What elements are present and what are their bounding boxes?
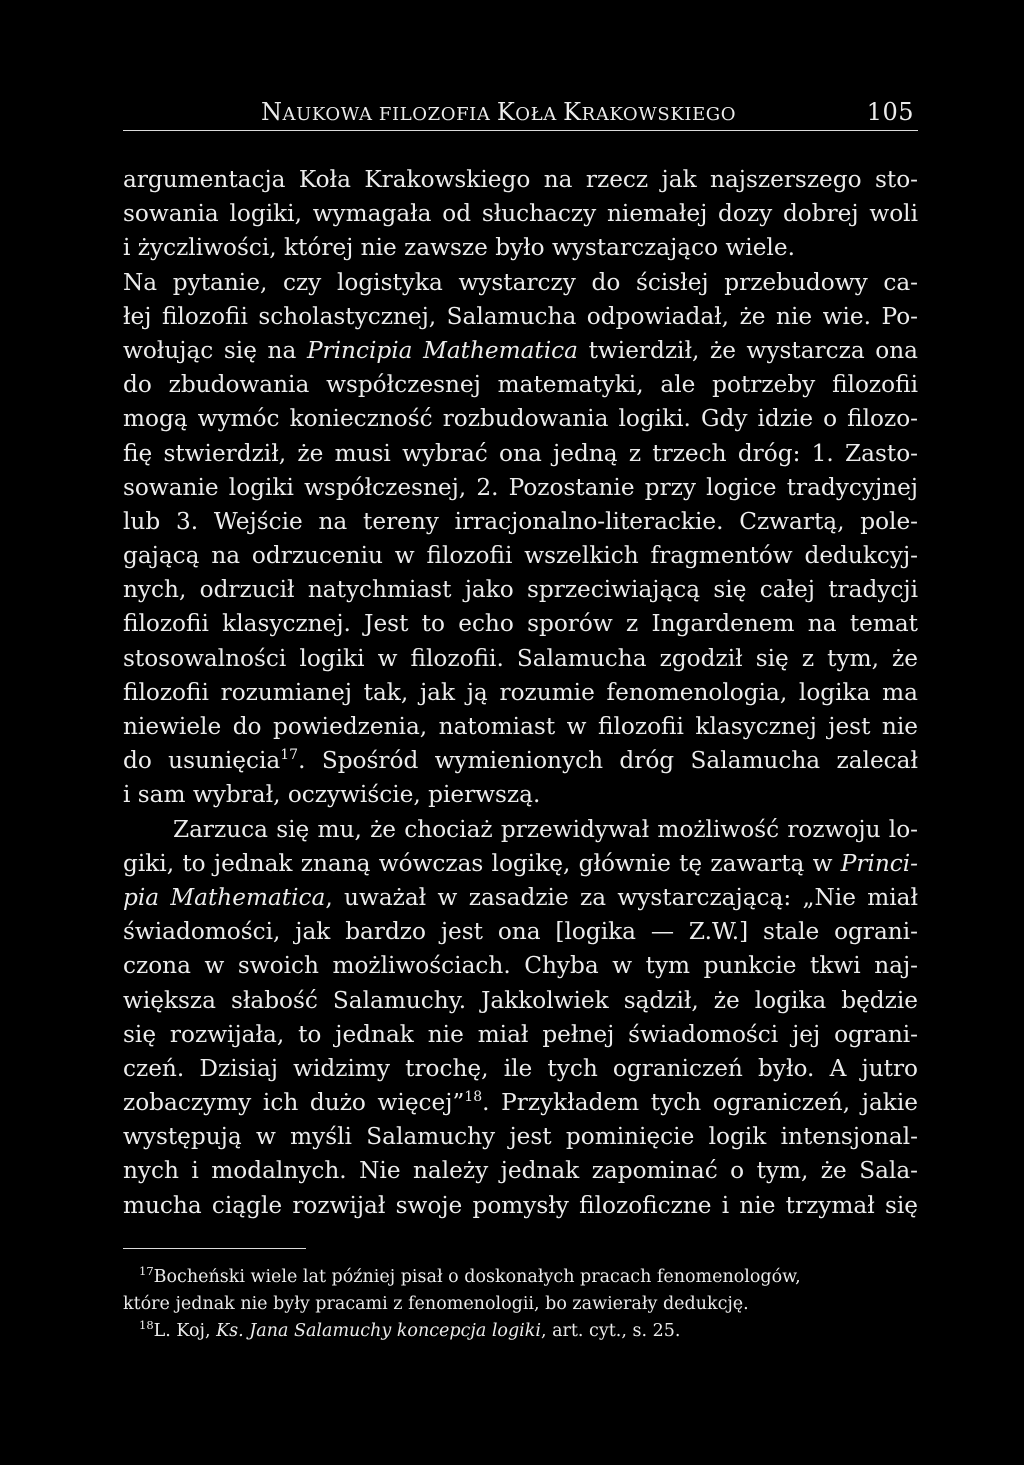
text-line: sowania logiki, wymagała od słuchaczy niemałej dozy dobrej woli: [123, 200, 918, 228]
footnote-17-continued: które jednak nie były pracami z fenomenologii, bo zawierały dedukcję.: [123, 1294, 749, 1314]
footnote-17: $^{17}$Bocheński wiele lat później pisał o doskonałych pracach fenomenologów,: [139, 1264, 801, 1287]
text-line: czeń. Dzisiaj widzimy trochę, ile tych ograniczeń było. A jutro: [123, 1054, 918, 1082]
text-line: występują w myśli Salamuchy jest pominięcie logik intensjonal-: [123, 1123, 918, 1151]
footnote-ref-18[interactable]: 18: [464, 1089, 483, 1106]
text-line: sowanie logiki współczesnej, 2. Pozostanie przy logice tradycyjnej: [123, 473, 918, 501]
text-line: fię stwierdził, że musi wybrać ona jedną z trzech dróg: 1. Zasto-: [123, 439, 918, 467]
text-line: wołując się na Principia Mathematica twierdził, że wystarcza ona: [123, 336, 918, 364]
footnote-mark: 17: [139, 1264, 154, 1278]
italic-title: Princi-: [840, 849, 918, 877]
header-rule: [123, 130, 918, 131]
text-line: się rozwijała, to jednak nie miał pełnej świadomości jej ograni-: [123, 1020, 918, 1048]
footnote-rule: [123, 1248, 306, 1249]
text-line: czona w swoich możliwościach. Chyba w tym punkcie tkwi naj-: [123, 952, 918, 980]
body-text: [123, 163, 918, 1223]
running-head-title: NAUKOWA FILOZOFIA KOŁA KRAKOWSKIEGO: [261, 98, 737, 126]
text-line: nych i modalnych. Nie należy jednak zapominać o tym, że Sala-: [123, 1157, 918, 1185]
italic-title: Principia Mathematica: [306, 336, 578, 364]
text-line: gającą na odrzuceniu w filozofii wszelkich fragmentów dedukcyj-: [123, 542, 918, 570]
text-line: Zarzuca się mu, że chociaż przewidywał możliwość rozwoju lo-: [173, 815, 918, 843]
text-line: i życzliwości, której nie zawsze było wystarczająco wiele.: [123, 234, 795, 262]
text-line: stosowalności logiki w filozofii. Salamucha zgodził się z tym, że: [123, 644, 918, 672]
text-line: lub 3. Wejście na tereny irracjonalno-literackie. Czwartą, pole-: [123, 507, 918, 535]
text-line: filozofii klasycznej. Jest to echo sporów z Ingardenem na temat: [123, 610, 918, 638]
text-line: mucha ciągle rozwijał swoje pomysły filozoficzne i nie trzymał się: [123, 1191, 918, 1219]
text-line: filozofii rozumianej tak, jak ją rozumie fenomenologia, logika ma: [123, 678, 918, 706]
text-line: i sam wybrał, oczywiście, pierwszą.: [123, 781, 541, 809]
running-head: [123, 98, 918, 132]
text-line: zobaczymy ich dużo więcej”$^{18}$. Przykładem tych ograniczeń, jakie: [123, 1089, 918, 1117]
text-line: nych, odrzucił natychmiast jako sprzeciwiającą się całej tradycji: [123, 576, 918, 604]
italic-title: pia Mathematica: [123, 883, 326, 911]
footnote-ref-17[interactable]: 17: [280, 747, 299, 764]
text-line: niewiele do powiedzenia, natomiast w filozofii klasycznej jest nie: [123, 713, 918, 740]
text-line: większa słabość Salamuchy. Jakkolwiek sądził, że logika będzie: [123, 986, 918, 1014]
text-line: do usunięcia$^{17}$. Spośród wymienionych dróg Salamucha zalecał: [123, 747, 918, 775]
text-line: giki, to jednak znaną wówczas logikę, głównie tę zawartą w Princi-: [123, 849, 918, 877]
footnotes: [123, 1264, 918, 1345]
text-line: świadomości, jak bardzo jest ona [logika — Z.W.] stale ograni-: [123, 918, 918, 946]
text-line: mogą wymóc konieczność rozbudowania logiki. Gdy idzie o filozo-: [123, 405, 918, 433]
text-line: do zbudowania współczesnej matematyki, ale potrzeby filozofii: [123, 371, 918, 399]
footnote-18: $^{18}$L. Koj, Ks. Jana Salamuchy koncepcja logiki, art. cyt., s. 25.: [139, 1318, 681, 1341]
text-line: argumentacja Koła Krakowskiego na rzecz jak najszerszego sto-: [123, 166, 918, 193]
text-line: pia Mathematica, uważał w zasadzie za wystarczającą: „Nie miał: [123, 883, 918, 911]
footnote-mark: 18: [139, 1318, 154, 1332]
text-line: Na pytanie, czy logistyka wystarczy do ścisłej przebudowy ca-: [123, 268, 918, 296]
text-line: łej filozofii scholastycznej, Salamucha odpowiadał, że nie wie. Po-: [123, 302, 918, 330]
page-number: 105: [866, 98, 914, 126]
